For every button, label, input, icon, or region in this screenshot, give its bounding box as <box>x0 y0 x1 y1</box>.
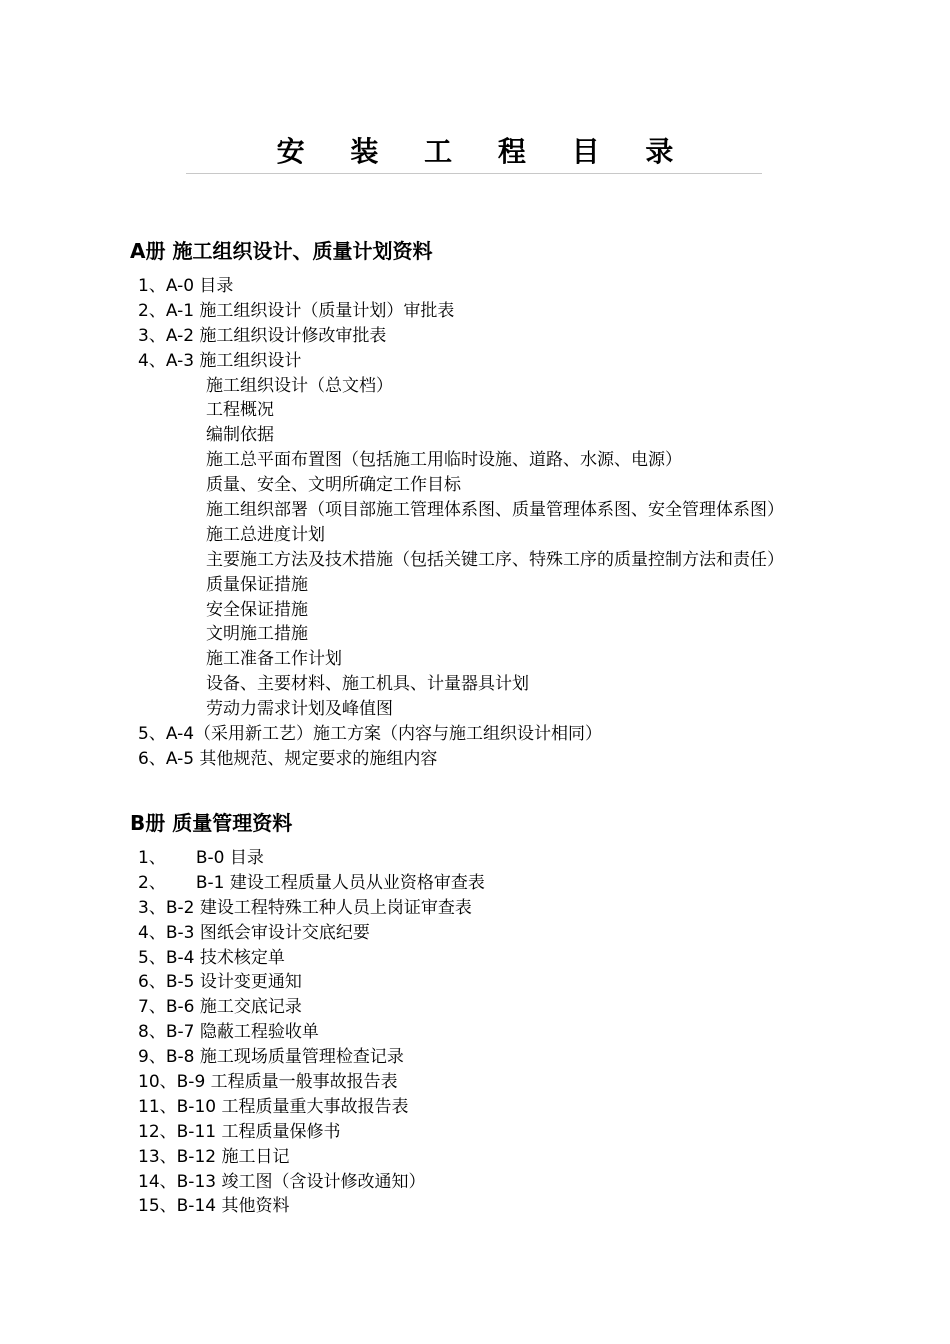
item-text: B-3 图纸会审设计交底纪要 <box>165 922 370 943</box>
item-number: 14、 <box>138 1171 177 1192</box>
list-item: 1、A-0 目录 <box>138 276 234 296</box>
item-text: B-13 竣工图（含设计修改通知） <box>176 1171 426 1192</box>
section-b <box>130 808 930 1219</box>
item-text: B-5 设计变更通知 <box>165 972 302 993</box>
item-text: B-14 其他资料 <box>176 1196 290 1217</box>
list-sub-item: 编制依据 <box>206 425 274 446</box>
list-item <box>130 946 930 971</box>
list-item: 4、A-3 施工组织设计 <box>138 350 302 371</box>
list-sub-item: 质量保证措施 <box>206 574 308 595</box>
item-number: 2、 <box>138 872 166 893</box>
section-b-list <box>130 846 930 1219</box>
list-item: 2、A-1 施工组织设计（质量计划）审批表 <box>138 300 455 321</box>
list-sub-item: 施工组织部署（项目部施工管理体系图、质量管理体系图、安全管理体系图） <box>206 500 784 521</box>
section-a <box>130 236 930 772</box>
list-item <box>130 1095 930 1120</box>
list-item <box>130 871 930 896</box>
list-sub-item: 施工总进度计划 <box>206 524 325 545</box>
list-sub-item: 施工准备工作计划 <box>206 649 342 670</box>
item-text: B-0 目录 <box>195 848 264 868</box>
item-number: 10、 <box>138 1072 177 1093</box>
item-number: 12、 <box>138 1121 177 1142</box>
list-sub-item: 安全保证措施 <box>206 599 308 620</box>
item-number: 15、 <box>138 1196 177 1217</box>
page-title: 安 装 工 程 目 录 <box>276 135 692 168</box>
item-number: 11、 <box>138 1096 177 1117</box>
item-number: 7、 <box>138 997 166 1018</box>
item-number: 4、 <box>138 922 166 943</box>
list-sub-item: 主要施工方法及技术措施（包括关键工序、特殊工序的质量控制方法和责任） <box>206 549 784 570</box>
list-item <box>130 921 930 946</box>
list-item <box>130 1170 930 1195</box>
list-item <box>130 1020 930 1045</box>
title-divider <box>186 173 762 174</box>
item-text: B-7 隐蔽工程验收单 <box>165 1022 319 1043</box>
item-number: 9、 <box>138 1047 166 1068</box>
item-number: 1、 <box>138 848 166 868</box>
list-item <box>130 970 930 995</box>
item-text: B-1 建设工程质量人员从业资格审查表 <box>195 872 485 893</box>
item-text: B-11 工程质量保修书 <box>176 1121 341 1142</box>
section-a-heading: A册 施工组织设计、质量计划资料 <box>130 239 433 263</box>
list-item: 6、A-5 其他规范、规定要求的施组内容 <box>138 748 438 769</box>
item-number: 5、 <box>138 947 166 968</box>
item-text: B-6 施工交底记录 <box>165 997 302 1018</box>
list-item <box>130 1045 930 1070</box>
item-text: B-9 工程质量一般事故报告表 <box>176 1072 398 1093</box>
section-a-list <box>130 274 930 772</box>
list-sub-item: 劳动力需求计划及峰值图 <box>206 699 393 720</box>
list-item <box>130 995 930 1020</box>
list-sub-item: 工程概况 <box>206 400 274 421</box>
list-item <box>130 1120 930 1145</box>
list-sub-item: 施工总平面布置图（包括施工用临时设施、道路、水源、电源） <box>206 450 682 471</box>
item-text: B-4 技术核定单 <box>165 947 285 968</box>
item-number: 3、 <box>138 897 166 918</box>
item-text: B-12 施工日记 <box>176 1146 290 1167</box>
list-item <box>130 1070 930 1095</box>
section-b-heading: B册 质量管理资料 <box>130 811 293 835</box>
item-text: B-8 施工现场质量管理检查记录 <box>165 1047 404 1068</box>
item-text: B-10 工程质量重大事故报告表 <box>176 1096 409 1117</box>
item-number: 6、 <box>138 972 166 993</box>
list-item <box>130 1194 930 1219</box>
list-item <box>130 846 930 871</box>
list-sub-item: 文明施工措施 <box>206 624 308 645</box>
item-text: B-2 建设工程特殊工种人员上岗证审查表 <box>165 897 472 918</box>
item-number: 13、 <box>138 1146 177 1167</box>
list-sub-item: 施工组织设计（总文档） <box>206 375 393 396</box>
list-item: 3、A-2 施工组织设计修改审批表 <box>138 325 387 346</box>
list-item: 5、A-4（采用新工艺）施工方案（内容与施工组织设计相同） <box>138 724 603 745</box>
list-sub-item: 质量、安全、文明所确定工作目标 <box>206 475 461 496</box>
list-item <box>130 1145 930 1170</box>
list-item <box>130 896 930 921</box>
item-number: 8、 <box>138 1022 166 1043</box>
list-sub-item: 设备、主要材料、施工机具、计量器具计划 <box>206 674 529 695</box>
